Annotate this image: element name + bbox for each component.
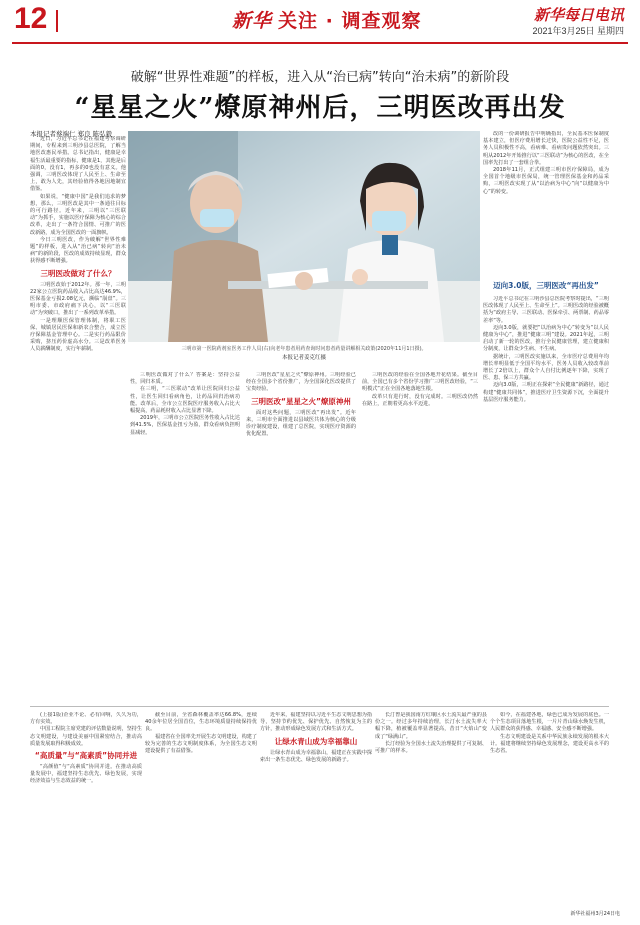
article-column-left	[30, 136, 126, 702]
article-column-bottom-3	[260, 712, 372, 910]
section-name: 关注 · 调查观察	[278, 10, 422, 32]
news-photo	[128, 131, 480, 342]
subhead-version-three: 迈向3.0版，三明医改“再出发”	[493, 281, 599, 290]
article-column-mid-3	[362, 372, 478, 702]
masthead	[0, 0, 640, 44]
paragraph: 2019年，三明市公立医院医务性收入占比达到41.5%，医保基金扭亏为盈，群众看病负担明显减轻。	[130, 415, 240, 436]
paragraph: 面对这些问题，三明医改“再出发”。近年来，三明市全面推进以县域医共体为核心的分级诊疗制度建设，组建了总医院，实现医疗资源的优化配置。	[246, 409, 356, 438]
brand-logo: 新华	[232, 10, 273, 32]
page-number-divider	[56, 10, 58, 32]
paper-date: 2021年3月25日 星期四	[532, 26, 624, 36]
paragraph: 三明医改的经验在全国各地开花结果。截至目前，全国已有多个省份学习推广三明医改经验，“三明模式”正在全国各地落地生根。	[362, 372, 478, 393]
paper-name: 新华每日电讯	[533, 6, 624, 24]
photo-illustration	[128, 131, 480, 342]
paragraph: 今日三明医改，作为破解“世界性难题”的样板，进入从“治已病”转向“治未病”的新阶段，医改的成效持续显现，群众获得感不断增强。	[30, 236, 126, 265]
paragraph: 改革只有进行时，没有完成时。三明医改仍然在路上，正朝着更高水平迈进。	[362, 393, 478, 407]
paragraph: 截至目前，全省森林覆盖率达66.8%，连续40余年位居全国首位，生态环境质量持续保持优良。	[145, 712, 257, 733]
paragraph: 近日，习近平总书记在福建考察调研期间，专程来到三明沙县总医院，了解当地医改惠民举措。总书记指出，健康是幸福生活最重要的指标，健康是1，其他是后面的0，没有1，再多的0也没有意义。他强调，三明医改体现了人民至上、生命至上，敢为人先，其经验值得各地因地制宜借鉴。	[30, 136, 126, 193]
paragraph: 福建省在全国率先开展生态文明建设，构建了较为完善的生态文明制度体系，为全国生态文明建设提供了有益借鉴。	[145, 733, 257, 755]
paragraph: 生态文明建设是关系中华民族永续发展的根本大计。福建将继续坚持绿色发展理念，建设更高水平的生态省。	[490, 733, 609, 755]
paragraph: 如今，在福建各地，绿色已成为发展的底色。一个个生态项目落地生根，一片片青山绿水焕发生机，人民群众的获得感、幸福感、安全感不断增强。	[490, 712, 609, 733]
subhead-green-mountains: 让绿水青山成为幸福靠山	[274, 736, 358, 746]
byline: 本报记者蔡端仁 郑良 陈弘毅	[30, 130, 113, 138]
article-column-bottom-5	[490, 712, 609, 910]
paragraph: 习近平总书记在三明沙县总医院考察时提出，“三明医改体现了人民至上、生命至上”。三明医改的经验被概括为“政府主导、三医联动、医保牵引、两票制、药品零差率”等。	[483, 296, 609, 324]
paragraph: 三明医改始于2012年。那一年，三明22家公立医院药品收入占比高达46.9%，医保基金亏损2.08亿元，濒临“崩盘”。三明市委、市政府痛下决心，以“三医联动”为突破口，推出了一系列改革举措。	[30, 281, 126, 317]
paragraph: 长汀经验为全国水土流失治理提供了可复制、可推广的样本。	[375, 740, 487, 755]
subhead-spark: 三明医改“星星之火”燎原神州	[251, 396, 351, 406]
paragraph: 迈向3.0版，就要把“以治病为中心”转变为“以人民健康为中心”，推进“健康三明”建设。2021年起，三明启动了新一轮的医改，推行全民健康管理，建立健康积分制度，让群众少生病、不生病。	[483, 324, 609, 353]
page-number: 12	[14, 2, 48, 35]
paragraph: 一是理顺医保管理体制，将职工医保、城镇居民医保和新农合整合，成立医疗保障基金管理中心。二是实行药品限价采购，挤压药价虚高水分。三是改革医务人员薪酬制度，实行年薪制。	[30, 317, 126, 353]
paragraph: 长汀曾是我国南方红壤区水土流失最严重的县份之一。经过多年持续治理，长汀水土流失率大幅下降，植被覆盖率显著提高，昔日“火焰山”变成了“绿满山”。	[375, 712, 487, 740]
paragraph: 让绿水青山成为幸福靠山，福建正在实践中探索出一条生态优先、绿色发展的新路子。	[260, 749, 372, 763]
article-column-mid-2	[246, 372, 356, 702]
subhead-what-was-right: 三明医改做对了什么？	[40, 268, 116, 278]
paragraph: “高颜值”与“高素质”协同并进。在推动高质量发展中，福建坚持生态优先、绿色发展，实现经济效益与生态效益的统一。	[30, 764, 142, 785]
paragraph: 在三明，“三医联动”改革让医院回归公益性，让医生回归看病角色，让药品回归治病功能。改革后，全市公立医院医疗服务收入占比大幅提高，药品耗材收入占比显著下降。	[130, 386, 240, 415]
paragraph: 三明医改“星星之火”燎原神州。三明经验已经在全国多个省份推广，为全国深化医改提供了宝贵经验。	[246, 372, 356, 393]
section-title	[232, 6, 421, 33]
section-divider	[30, 706, 609, 707]
headline-kicker: 破解“世界性难题”的样板，进入从“治已病”转向“治未病”的新阶段	[130, 70, 510, 85]
article-column-bottom-1	[30, 712, 142, 910]
paragraph: 中国工程院主席党建的评估数量说明，坚持生态文明建设，与建设美丽中国紧密结合，推动高质量发展取得积极成效。	[30, 726, 142, 747]
article-column-mid-1	[130, 372, 240, 702]
article-column-right-bottom	[483, 296, 609, 702]
photo-caption: 三明市第一医院药剂室医务工作人员(右)向老年患者用药查询时问患者药量讲解相关政策(2020年11月1日摄)。	[181, 346, 427, 352]
subhead-quality: “高质量”与“高素质”协同并进	[34, 751, 138, 761]
paragraph: 迈向3.0版，三明正在探索“全民健康”新路径，通过构建“健康共同体”，推进医疗卫生资源下沉，全面提升基层医疗服务能力。	[483, 382, 609, 403]
masthead-rule	[12, 42, 628, 44]
paragraph: 三明医改做对了什么？答案是：坚持公益性，回归本质。	[130, 372, 240, 386]
paragraph: 据统计，三明医改实施以来，全市医疗总费用年均增长率明显低于全国平均水平，医务人员收入较改革前增长了2倍以上，群众个人自付比例逐年下降，实现了医、患、保三方共赢。	[483, 353, 609, 382]
paragraph: 改的一份调研报告中明确指出，全民基本医保制度基本建立，但医疗费用增长过快，医院公益性不足，医务人员积极性不高，看病难、看病贵问题依然突出。三明从2012年开始推行以“三医联动”为核心的医改，在全国率先打出了一套组合拳。	[483, 131, 609, 166]
paragraph: 2018年11月，正式组建三明市医疗保障局，成为全国首个地级市医保局，统一管理医保基金和药品采购，三明医改实现了从“以治病为中心”向“以健康为中心”的转变。	[483, 167, 609, 195]
photo-credit: 本报记者姜克红摄	[281, 355, 326, 361]
article-column-bottom-2	[145, 712, 257, 910]
paragraph: 近年来，福建坚持以习近平生态文明思想为指导，坚持节约优先、保护优先、自然恢复为主的方针，推动形成绿色发展方式和生活方式。	[260, 712, 372, 733]
article-column-bottom-4	[375, 712, 487, 910]
headline-title: “星星之火”燎原神州后，三明医改再出发	[74, 93, 566, 123]
paragraph: 如果说，“健康中国”是我们追求的梦想，那么，三明医改是其中一条通往目标的可行路径。近年来，三明以“三医联动”为抓手，实施以医疗保障为核心的综合改革，走出了一条符合国情、可推广的医改新路，成为全国医改的一面旗帜。	[30, 193, 126, 236]
dateline-footer: 新华社福州3月24日电	[570, 911, 620, 917]
article-column-right-top	[483, 131, 609, 277]
paragraph: (上接1版)企业不论、必有回响，久久为功，方有实效。	[30, 712, 142, 726]
